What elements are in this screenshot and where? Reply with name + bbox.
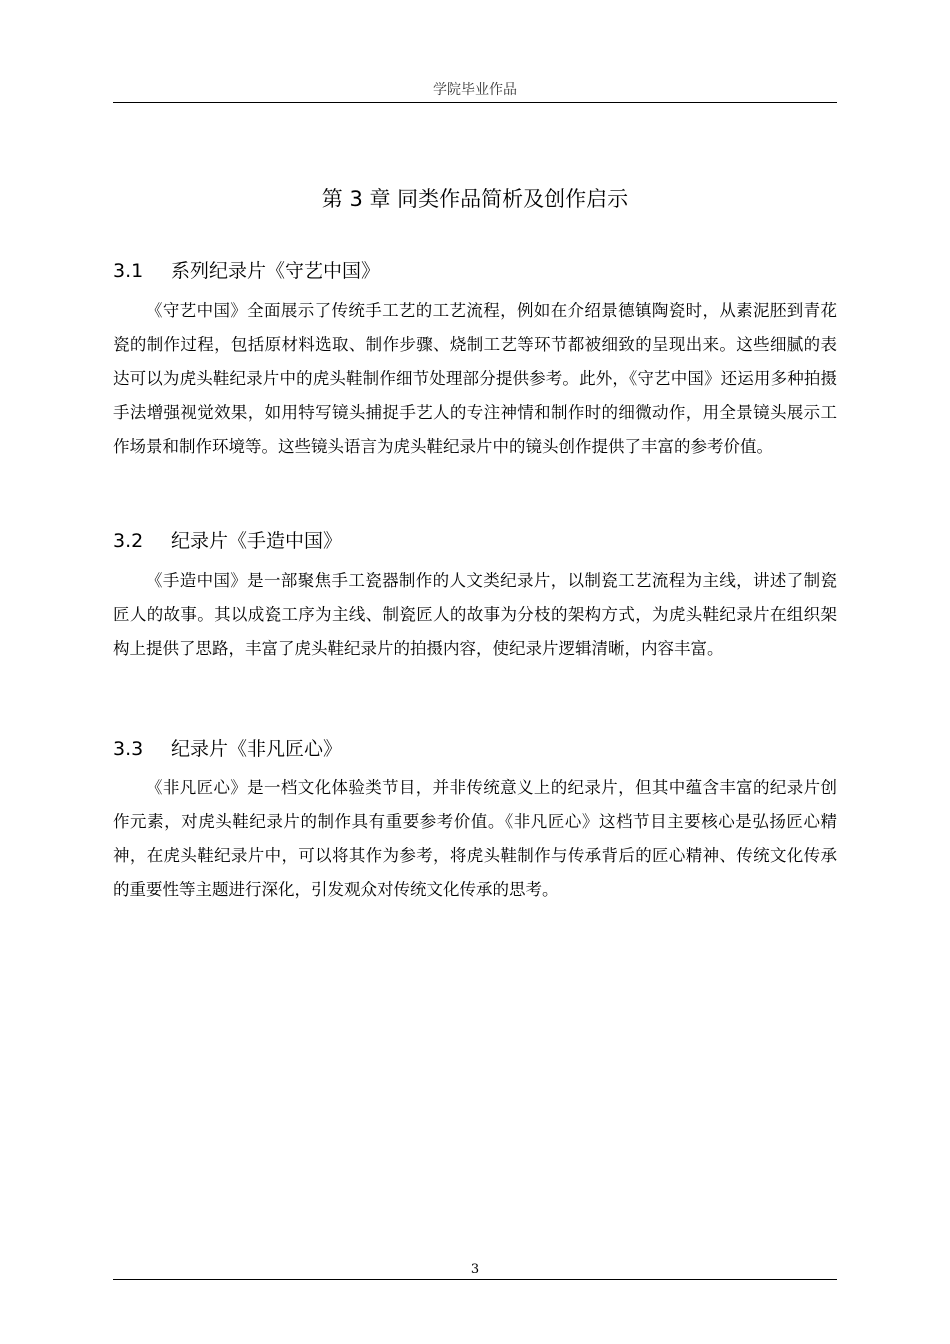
section-paragraph-3-3: 《非凡匠心》是一档文化体验类节目，并非传统意义上的纪录片，但其中蕴含丰富的纪录片创作元素，对虎头鞋纪录片的制作具有重要参考价值。《非凡匠心》这档节目主要核心是弘扬匠心精神，在虎头鞋纪录片中，可以将其作为参考，将虎头鞋制作与传承背后的匠心精神、传统文化传承的重要性等主题进行深化，引发观众对传统文化传承的思考。 <box>113 778 837 899</box>
section-title: 纪录片《非凡匠心》 <box>171 738 343 760</box>
section-number: 3.3 <box>113 738 144 760</box>
footer-divider <box>113 1279 837 1280</box>
section-number: 3.2 <box>113 530 144 552</box>
section-paragraph-3-2: 《手造中国》是一部聚焦手工瓷器制作的人文类纪录片，以制瓷工艺流程为主线，讲述了制瓷匠人的故事。其以成瓷工序为主线、制瓷匠人的故事为分枝的架构方式，为虎头鞋纪录片在组织架构上提供了思路，丰富了虎头鞋纪录片的拍摄内容，使纪录片逻辑清晰，内容丰富。 <box>113 571 837 658</box>
section-heading-3-2 <box>113 528 342 554</box>
page-header: 学院毕业作品 <box>433 82 517 98</box>
section-title: 系列纪录片《守艺中国》 <box>171 260 381 282</box>
section-paragraph-3-1: 《守艺中国》全面展示了传统手工艺的工艺流程，例如在介绍景德镇陶瓷时，从素泥胚到青花瓷的制作过程，包括原材料选取、制作步骤、烧制工艺等环节都被细致的呈现出来。这些细腻的表达可以为虎头鞋纪录片中的虎头鞋制作细节处理部分提供参考。此外，《守艺中国》还运用多种拍摄手法增强视觉效果，如用特写镜头捕捉手艺人的专注神情和制作时的细微动作，用全景镜头展示工作场景和制作环境等。这些镜头语言为虎头鞋纪录片中的镜头创作提供了丰富的参考价值。 <box>113 301 837 456</box>
section-heading-3-1 <box>113 258 380 284</box>
header-divider <box>113 102 837 103</box>
page-number: 3 <box>470 1262 480 1277</box>
section-number: 3.1 <box>113 260 144 282</box>
section-title: 纪录片《手造中国》 <box>171 530 343 552</box>
chapter-title: 第 3 章 同类作品简析及创作启示 <box>321 187 629 211</box>
section-heading-3-3 <box>113 736 342 762</box>
